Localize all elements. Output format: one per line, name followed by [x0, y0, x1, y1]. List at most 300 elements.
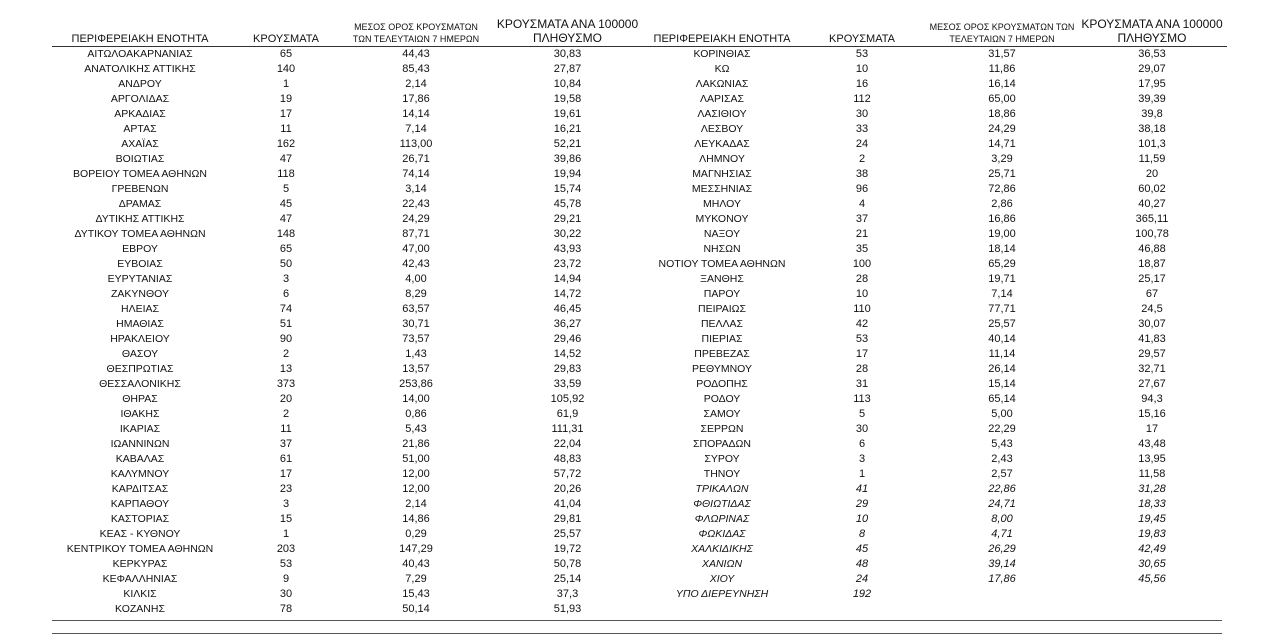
per100k-cell: 105,92 [550, 393, 585, 405]
region-cell: ΦΘΙΩΤΙΔΑΣ [693, 498, 751, 510]
region-cell: ΑΝΑΤΟΛΙΚΗΣ ΑΤΤΙΚΗΣ [84, 63, 196, 75]
avg7-cell: 4,71 [991, 528, 1013, 540]
avg7-cell: 72,86 [988, 183, 1016, 195]
avg7-cell: 14,71 [988, 138, 1016, 150]
cases-cell: 15 [279, 513, 293, 525]
per100k-cell: 15,16 [1138, 408, 1166, 420]
cases-cell: 6 [858, 438, 866, 450]
table-row [647, 422, 1227, 437]
table-row [647, 182, 1227, 197]
table-row [647, 272, 1227, 287]
avg7-cell: 40,43 [402, 558, 430, 570]
cases-cell: 24 [855, 573, 869, 585]
table-row [52, 497, 647, 512]
region-cell: ΧΙΟΥ [709, 573, 735, 585]
per100k-cell: 10,84 [553, 78, 582, 90]
region-cell: ΡΟΔΟΠΗΣ [696, 378, 748, 390]
cases-cell: 110 [853, 303, 871, 315]
region-cell: ΒΟΙΩΤΙΑΣ [115, 153, 165, 165]
region-cell: ΥΠΟ ΔΙΕΡΕΥΝΗΣΗ [675, 588, 769, 600]
table-row [52, 257, 647, 272]
table-row [647, 47, 1227, 63]
avg7-cell: 2,14 [405, 78, 427, 90]
table-row [647, 107, 1227, 122]
cases-cell: 31 [855, 378, 869, 390]
table-row [647, 242, 1227, 257]
avg7-cell: 44,43 [344, 47, 488, 63]
avg7-cell: 18,86 [988, 108, 1016, 120]
avg7-cell: 77,71 [988, 303, 1016, 315]
region-cell: ΙΩΑΝΝΙΝΩΝ [110, 438, 170, 450]
avg7-cell: 74,14 [402, 168, 430, 180]
per100k-cell: 14,52 [553, 348, 582, 360]
cases-cell: 38 [855, 168, 869, 180]
header-row [647, 12, 1227, 47]
per100k-cell: 60,02 [1138, 183, 1166, 195]
table-row [52, 572, 647, 587]
per100k-cell: 32,71 [1138, 363, 1166, 375]
avg7-cell: 17,86 [988, 573, 1016, 585]
cases-cell: 2 [282, 348, 290, 360]
cases-cell: 13 [279, 363, 293, 375]
table-row [52, 302, 647, 317]
per100k-cell: 29,57 [1138, 348, 1166, 360]
cases-cell: 11 [280, 423, 292, 435]
table-row [647, 407, 1227, 422]
avg7-cell: 13,57 [402, 363, 430, 375]
region-cell: ΖΑΚΥΝΘΟΥ [110, 288, 169, 300]
table-row [647, 437, 1227, 452]
avg7-cell: 65,00 [988, 93, 1016, 105]
per100k-cell: 51,93 [553, 603, 582, 615]
region-cell: ΛΑΣΙΘΙΟΥ [697, 108, 747, 120]
avg7-cell: 65,29 [988, 258, 1016, 270]
avg7-cell: 22,43 [402, 198, 430, 210]
per100k-cell: 29,07 [1138, 63, 1166, 75]
region-cell: ΚΑΒΑΛΑΣ [115, 453, 165, 465]
region-cell: ΙΘΑΚΗΣ [120, 408, 160, 420]
cases-cell: 17 [279, 108, 293, 120]
avg7-cell: 2,57 [991, 468, 1013, 480]
region-cell: ΛΑΚΩΝΙΑΣ [695, 78, 749, 90]
avg7-cell: 5,43 [991, 438, 1013, 450]
cases-cell: 30 [855, 108, 869, 120]
avg7-cell: 22,29 [988, 423, 1016, 435]
avg7-cell: 26,14 [988, 363, 1016, 375]
cases-cell: 24 [855, 138, 869, 150]
per100k-cell: 39,39 [1138, 93, 1166, 105]
table-row [647, 527, 1227, 542]
region-cell: ΑΧΑΪΑΣ [121, 138, 159, 150]
table-row [647, 512, 1227, 527]
avg7-cell: 4,00 [405, 273, 427, 285]
per100k-cell: 17,95 [1138, 78, 1166, 90]
cases-cell: 11 [280, 123, 292, 135]
region-cell: ΓΡΕΒΕΝΩΝ [111, 183, 169, 195]
region-header: ΠΕΡΙΦΕΡΕΙΑΚΗ ΕΝΟΤΗΤΑ [71, 33, 209, 45]
avg7-cell: 18,14 [988, 243, 1016, 255]
region-cell: ΣΕΡΡΩΝ [700, 423, 744, 435]
avg7-cell: 51,00 [402, 453, 430, 465]
avg7-cell: 7,29 [405, 573, 427, 585]
avg7-cell: 15,43 [402, 588, 430, 600]
region-cell: ΚΕΝΤΡΙΚΟΥ ΤΟΜΕΑ ΑΘΗΝΩΝ [66, 543, 214, 555]
cases-cell: 16 [855, 78, 869, 90]
avg7-cell: 24,29 [988, 123, 1016, 135]
avg7-cell: 19,71 [988, 273, 1016, 285]
per100k-cell: 37,3 [556, 588, 579, 600]
region-cell: ΧΑΝΙΩΝ [701, 558, 743, 570]
table-row [52, 287, 647, 302]
avg7-cell: 0,29 [405, 528, 427, 540]
cases-cell: 47 [279, 213, 293, 225]
cases-header: ΚΡΟΥΣΜΑΤΑ [253, 33, 319, 45]
per100k-cell: 50,78 [553, 558, 582, 570]
region-cell: ΘΕΣΣΑΛΟΝΙΚΗΣ [99, 378, 181, 390]
region-cell: ΝΗΣΩΝ [703, 243, 741, 255]
table-row [647, 332, 1227, 347]
cases-cell: 6 [282, 288, 290, 300]
avg7-cell: 2,14 [405, 498, 427, 510]
per100k-cell [1077, 587, 1227, 602]
cases-cell: 2 [282, 408, 290, 420]
avg7-cell: 16,86 [988, 213, 1016, 225]
avg7-cell: 8,29 [405, 288, 427, 300]
avg7-cell: 31,57 [927, 47, 1077, 63]
region-cell: ΜΥΚΟΝΟΥ [695, 213, 749, 225]
per100k-cell: 61,9 [556, 408, 579, 420]
table-row [52, 197, 647, 212]
table-row [647, 167, 1227, 182]
region-cell: ΚΕΡΚΥΡΑΣ [112, 558, 168, 570]
region-cell: ΚΕΦΑΛΛΗΝΙΑΣ [102, 573, 178, 585]
cases-cell: 61 [279, 453, 293, 465]
table-row [52, 47, 647, 63]
avg7-cell: 63,57 [402, 303, 430, 315]
region-cell: ΕΥΡΥΤΑΝΙΑΣ [107, 273, 173, 285]
table-row [52, 542, 647, 557]
per100k-cell: 100,78 [1135, 228, 1169, 240]
region-cell: ΘΗΡΑΣ [122, 393, 158, 405]
per100k-cell: 20,26 [553, 483, 582, 495]
table-row [647, 482, 1227, 497]
avg7-cell [927, 587, 1077, 602]
per100k-cell: 15,74 [553, 183, 582, 195]
avg7-cell: 22,86 [988, 483, 1016, 495]
cases-cell: 53 [855, 333, 869, 345]
cases-cell: 21 [855, 228, 869, 240]
table-body-right [647, 47, 1227, 603]
avg7-cell: 14,86 [402, 513, 430, 525]
table-row [52, 107, 647, 122]
cases-cell: 100 [852, 258, 872, 270]
avg7-cell: 15,14 [988, 378, 1016, 390]
avg7-cell: 14,14 [402, 108, 430, 120]
region-cell: ΣΥΡΟΥ [704, 453, 740, 465]
per100k-cell: 19,58 [553, 93, 582, 105]
cases-cell: 37 [855, 213, 869, 225]
region-cell: ΚΙΛΚΙΣ [123, 588, 157, 600]
avg7-cell: 11,14 [988, 348, 1016, 360]
per100k-cell: 67 [1145, 288, 1159, 300]
per100k-cell: 30,07 [1138, 318, 1166, 330]
avg7-cell: 113,00 [399, 138, 433, 150]
cases-cell: 8 [858, 528, 866, 540]
per100k-cell: 101,3 [1138, 138, 1166, 150]
per100k-cell: 22,04 [553, 438, 582, 450]
region-cell: ΜΗΛΟΥ [703, 198, 741, 210]
cases-cell: 9 [282, 573, 290, 585]
avg7-cell: 24,29 [402, 213, 430, 225]
per100k-cell: 33,59 [553, 378, 582, 390]
avg7-cell: 40,14 [988, 333, 1016, 345]
cases-cell: 78 [279, 603, 293, 615]
table-row [647, 557, 1227, 572]
avg7-header: ΜΕΣΟΣ ΟΡΟΣ ΚΡΟΥΣΜΑΤΩΝ ΤΩΝ ΤΕΛΕΥΤΑΙΩΝ 7 ΗΜΕΡΩΝ [352, 22, 480, 44]
region-cell: ΕΒΡΟΥ [122, 243, 158, 255]
table-row [52, 77, 647, 92]
table-row [52, 122, 647, 137]
region-cell: ΑΝΔΡΟΥ [118, 78, 162, 90]
region-cell: ΔΥΤΙΚΗΣ ΑΤΤΙΚΗΣ [95, 213, 185, 225]
per100k-cell: 31,28 [1138, 483, 1166, 495]
cases-cell: 37 [279, 438, 293, 450]
table-row [647, 572, 1227, 587]
table-row [52, 512, 647, 527]
per100k-cell: 25,57 [553, 528, 582, 540]
region-cell: ΠΡΕΒΕΖΑΣ [694, 348, 750, 360]
avg7-cell: 85,43 [402, 63, 430, 75]
avg7-cell: 25,57 [988, 318, 1016, 330]
per100k-cell: 40,27 [1138, 198, 1166, 210]
avg7-header: ΜΕΣΟΣ ΟΡΟΣ ΚΡΟΥΣΜΑΤΩΝ ΤΩΝ ΤΕΛΕΥΤΑΙΩΝ 7 ΗΜΕΡΩΝ [929, 22, 1075, 44]
table-row [52, 377, 647, 392]
table-row [52, 362, 647, 377]
per100k-cell: 23,72 [553, 258, 582, 270]
cases-cell: 3 [858, 453, 866, 465]
per100k-cell: 39,8 [1141, 108, 1163, 120]
avg7-cell: 147,29 [399, 543, 433, 555]
region-cell: ΤΡΙΚΑΛΩΝ [695, 483, 749, 495]
table-row [52, 242, 647, 257]
per100k-cell: 45,56 [1138, 573, 1166, 585]
table-row [52, 437, 647, 452]
avg7-cell: 16,14 [988, 78, 1016, 90]
avg7-cell: 5,43 [405, 423, 427, 435]
cases-cell: 192 [852, 588, 872, 600]
per100k-cell: 11,58 [1138, 468, 1166, 480]
table-row [647, 62, 1227, 77]
table-row [52, 227, 647, 242]
cases-cell: 3 [282, 273, 290, 285]
table-row [647, 497, 1227, 512]
table-row [647, 467, 1227, 482]
region-cell: ΑΡΓΟΛΙΔΑΣ [110, 93, 170, 105]
table-row [52, 182, 647, 197]
table-row [647, 197, 1227, 212]
region-cell: ΛΕΥΚΑΔΑΣ [694, 138, 750, 150]
table-row [647, 452, 1227, 467]
avg7-cell: 25,71 [988, 168, 1016, 180]
region-cell: ΚΑΣΤΟΡΙΑΣ [110, 513, 170, 525]
cases-cell: 41 [855, 483, 869, 495]
region-cell: ΔΡΑΜΑΣ [118, 198, 162, 210]
cases-cell: 1 [282, 78, 290, 90]
region-cell: ΠΙΕΡΙΑΣ [701, 333, 743, 345]
footer-rule [52, 633, 1222, 634]
avg7-cell: 3,14 [405, 183, 427, 195]
table-row [647, 377, 1227, 392]
per100k-cell: 19,45 [1138, 513, 1166, 525]
region-cell: ΚΩ [714, 63, 730, 75]
region-cell: ΜΕΣΣΗΝΙΑΣ [691, 183, 753, 195]
region-cell: ΕΥΒΟΙΑΣ [117, 258, 163, 270]
table-row [647, 362, 1227, 377]
avg7-cell: 253,86 [399, 378, 433, 390]
cases-cell: 28 [855, 273, 869, 285]
region-cell: ΠΕΛΛΑΣ [700, 318, 744, 330]
per100k-cell: 46,88 [1138, 243, 1166, 255]
avg7-cell: 12,00 [402, 483, 430, 495]
per100k-cell: 43,48 [1138, 438, 1166, 450]
per100k-cell: 19,83 [1138, 528, 1166, 540]
region-cell: ΡΕΘΥΜΝΟΥ [691, 363, 752, 375]
cases-cell: 5 [282, 183, 290, 195]
region-cell: ΛΕΣΒΟΥ [700, 123, 744, 135]
per100k-cell: 29,83 [553, 363, 582, 375]
cases-cell: 53 [797, 47, 927, 63]
per100k-cell: 19,94 [553, 168, 582, 180]
per100k-cell: 36,27 [553, 318, 582, 330]
avg7-cell: 24,71 [988, 498, 1016, 510]
table-row [52, 407, 647, 422]
table-row [647, 257, 1227, 272]
cases-cell: 33 [855, 123, 869, 135]
cases-cell: 48 [855, 558, 869, 570]
cases-cell: 90 [279, 333, 293, 345]
region-cell: ΣΑΜΟΥ [703, 408, 741, 420]
cases-table-left [52, 12, 647, 617]
cases-cell: 51 [279, 318, 293, 330]
region-cell: ΛΗΜΝΟΥ [699, 153, 745, 165]
cases-cell: 5 [858, 408, 866, 420]
per100k-cell: 18,33 [1138, 498, 1166, 510]
avg7-cell: 26,71 [402, 153, 430, 165]
per100k-cell: 36,53 [1077, 47, 1227, 63]
cases-cell: 10 [855, 63, 869, 75]
avg7-cell: 87,71 [402, 228, 430, 240]
avg7-cell: 2,86 [991, 198, 1013, 210]
region-cell: ΠΑΡΟΥ [703, 288, 741, 300]
per100k-cell: 16,21 [553, 123, 582, 135]
avg7-cell: 65,14 [988, 393, 1016, 405]
avg7-cell: 11,86 [988, 63, 1016, 75]
table-row [52, 452, 647, 467]
region-cell: ΦΩΚΙΔΑΣ [698, 528, 746, 540]
table-row [647, 287, 1227, 302]
per100k-cell: 41,04 [553, 498, 582, 510]
per100k-cell: 29,81 [553, 513, 582, 525]
per100k-cell: 25,17 [1138, 273, 1166, 285]
table-row [52, 137, 647, 152]
region-cell: ΘΑΣΟΥ [121, 348, 159, 360]
cases-cell: 74 [279, 303, 293, 315]
per100k-cell: 27,67 [1138, 378, 1166, 390]
cases-cell: 45 [279, 198, 293, 210]
per100k-cell: 27,87 [553, 63, 582, 75]
cases-cell: 20 [279, 393, 293, 405]
region-cell: ΧΑΛΚΙΔΙΚΗΣ [691, 543, 753, 555]
region-cell: ΞΑΝΘΗΣ [700, 273, 744, 285]
cases-cell: 118 [277, 168, 295, 180]
avg7-cell: 2,43 [991, 453, 1013, 465]
avg7-cell: 1,43 [405, 348, 427, 360]
table-row [52, 587, 647, 602]
table-row [647, 347, 1227, 362]
region-cell: ΣΠΟΡΑΔΩΝ [693, 438, 751, 450]
table-body-left [52, 47, 647, 618]
cases-cell: 162 [276, 138, 296, 150]
per100k-cell: 19,72 [553, 543, 582, 555]
region-cell: ΝΟΤΙΟΥ ΤΟΜΕΑ ΑΘΗΝΩΝ [658, 258, 786, 270]
cases-cell: 29 [855, 498, 869, 510]
table-row [52, 92, 647, 107]
per100k-cell: 14,72 [553, 288, 582, 300]
region-cell: ΚΟΡΙΝΘΙΑΣ [647, 47, 797, 63]
per100k-cell: 11,59 [1138, 153, 1166, 165]
avg7-cell: 73,57 [402, 333, 430, 345]
avg7-cell: 47,00 [402, 243, 430, 255]
avg7-cell: 7,14 [991, 288, 1013, 300]
header-row [52, 12, 647, 47]
cases-cell: 113 [853, 393, 871, 405]
cases-header: ΚΡΟΥΣΜΑΤΑ [829, 33, 895, 45]
table-row [647, 542, 1227, 557]
cases-cell: 17 [855, 348, 869, 360]
region-cell: ΑΙΤΩΛΟΑΚΑΡΝΑΝΙΑΣ [52, 47, 228, 63]
region-cell: ΗΡΑΚΛΕΙΟΥ [110, 333, 170, 345]
cases-cell: 10 [855, 288, 869, 300]
per100k-cell: 25,14 [553, 573, 582, 585]
region-cell: ΔΥΤΙΚΟΥ ΤΟΜΕΑ ΑΘΗΝΩΝ [74, 228, 206, 240]
region-cell: ΑΡΤΑΣ [123, 123, 157, 135]
cases-cell: 10 [855, 513, 869, 525]
table-row [647, 152, 1227, 167]
avg7-cell: 5,00 [991, 408, 1013, 420]
avg7-cell: 19,00 [988, 228, 1016, 240]
table-row [647, 212, 1227, 227]
table-row [52, 317, 647, 332]
cases-cell: 140 [276, 63, 296, 75]
per100k-cell: 42,49 [1138, 543, 1166, 555]
avg7-cell: 39,14 [988, 558, 1016, 570]
region-cell: ΘΕΣΠΡΩΤΙΑΣ [106, 363, 174, 375]
per100k-cell: 365,11 [1135, 213, 1169, 225]
cases-cell: 23 [279, 483, 293, 495]
region-cell: ΗΛΕΙΑΣ [120, 303, 159, 315]
per100k-cell: 30,83 [488, 47, 647, 63]
avg7-cell: 30,71 [402, 318, 430, 330]
cases-cell: 50 [279, 258, 293, 270]
cases-cell: 30 [279, 588, 293, 600]
region-cell: ΚΟΖΑΝΗΣ [115, 603, 165, 615]
cases-cell: 65 [228, 47, 344, 63]
region-cell: ΒΟΡΕΙΟΥ ΤΟΜΕΑ ΑΘΗΝΩΝ [73, 168, 207, 180]
table-row [52, 152, 647, 167]
per100k-cell: 41,83 [1138, 333, 1166, 345]
cases-cell: 53 [279, 558, 293, 570]
table-row [647, 317, 1227, 332]
